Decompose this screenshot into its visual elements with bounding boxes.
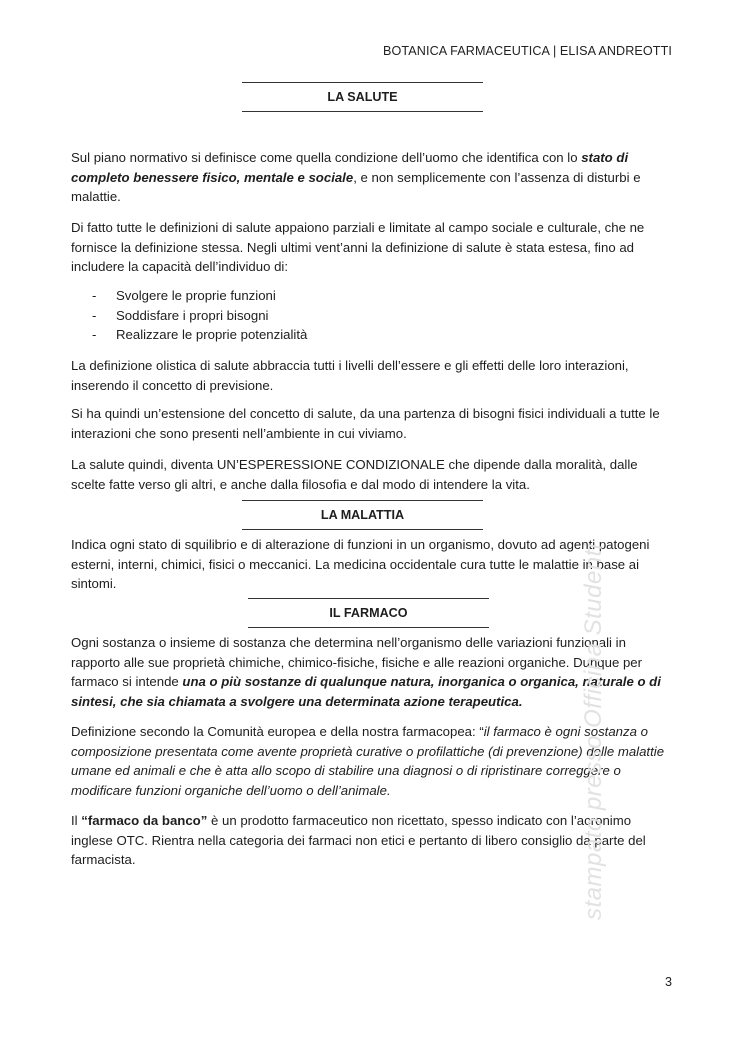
farmaco-p1-emphasis: una o più sostanze di qualunque natura, inorganica o organica, naturale o di sintesi, che sia chiamata a svolgere una determinata azione terapeutica.	[71, 674, 661, 710]
salute-paragraph-2: Di fatto tutte le definizioni di salute appaiono parziali e limitate al campo sociale e culturale, che ne fornisce la definizione stessa. Negli ultimi vent’anni la definizione di salute è stata estesa, fino ad includere la capacità dell’individuo di:	[71, 220, 645, 275]
list-item: - Realizzare le proprie potenzialità	[71, 325, 307, 345]
list-item: - Soddisfare i propri bisogni	[71, 306, 307, 326]
watermark-text: stampato presso Officina Studenti	[580, 543, 607, 920]
farmaco-p1-text-a: Ogni sostanza o insieme di sostanza che determina nell’organismo delle variazioni funzionali in rapporto alle sue proprietà chimiche, chimico-fisiche, fisiche e alle reazioni organiche. Dunque per farmaco si intende	[71, 635, 643, 690]
list-item: - Svolgere le proprie funzioni	[71, 286, 307, 306]
salute-paragraph-3: La definizione olistica di salute abbraccia tutti i livelli dell’essere e gli effetti delle loro interazioni, inserendo il concetto di previsione.	[71, 358, 629, 393]
farmaco-p3-text-c: è un prodotto farmaceutico non ricettato, spesso indicato con l’acronimo inglese OTC. Rientra nella categoria dei farmaci non etici e pertanto di libero consiglio da parte del farmacista.	[71, 813, 646, 868]
section-title-malattia: LA MALATTIA	[242, 500, 483, 530]
malattia-paragraph-1: Indica ogni stato di squilibrio e di alterazione di funzioni in un organismo, dovuto ad agenti patogeni esterni, interni, chimici, fisici o meccanici. La medicina occidentale cura tutte le malattie in base ai sintomi.	[71, 537, 650, 592]
section-title-farmaco: IL FARMACO	[248, 598, 489, 628]
capability-list	[71, 286, 307, 345]
page-header: BOTANICA FARMACEUTICA | ELISA ANDREOTTI	[383, 44, 672, 58]
farmaco-p3-text-a: Il	[71, 813, 82, 828]
farmaco-p2-definition: il farmaco è ogni sostanza o composizione presentata come avente proprietà curative o profilattiche (di prevenzione) delle malattie umane ed animali e che è atta allo scopo di stabilire una diagnosi o di ripristinare correggere o modificare funzioni organiche dell’uomo o dell’animale.	[71, 724, 665, 799]
salute-paragraph-1	[71, 148, 675, 207]
salute-paragraph-5: La salute quindi, diventa UN’ESPERESSIONE CONDIZIONALE che dipende dalla moralità, dalle scelte fatte verso gli altri, e anche dalla filosofia e dal modo di intendere la vita.	[71, 457, 638, 492]
salute-paragraph-4: Si ha quindi un’estensione del concetto di salute, da una partenza di bisogni fisici individuali a tutte le interazioni che sono presenti nell’ambiente in cui viviamo.	[71, 406, 660, 441]
salute-p1-emphasis: stato di completo benessere fisico, mentale e sociale	[71, 150, 629, 185]
farmaco-p3-term: “farmaco da banco”	[81, 813, 208, 828]
salute-p1-text-c: , e non semplicemente con l’assenza di disturbi e malattie.	[71, 169, 641, 205]
farmaco-p2-text-a: Definizione secondo la Comunità europea e della nostra farmacopea: “	[71, 724, 484, 739]
salute-p1-text-a: Sul piano normativo si definisce come quella condizione dell’uomo che identifica con lo	[71, 150, 582, 165]
page-number: 3	[664, 975, 672, 989]
section-title-salute: LA SALUTE	[242, 82, 483, 112]
